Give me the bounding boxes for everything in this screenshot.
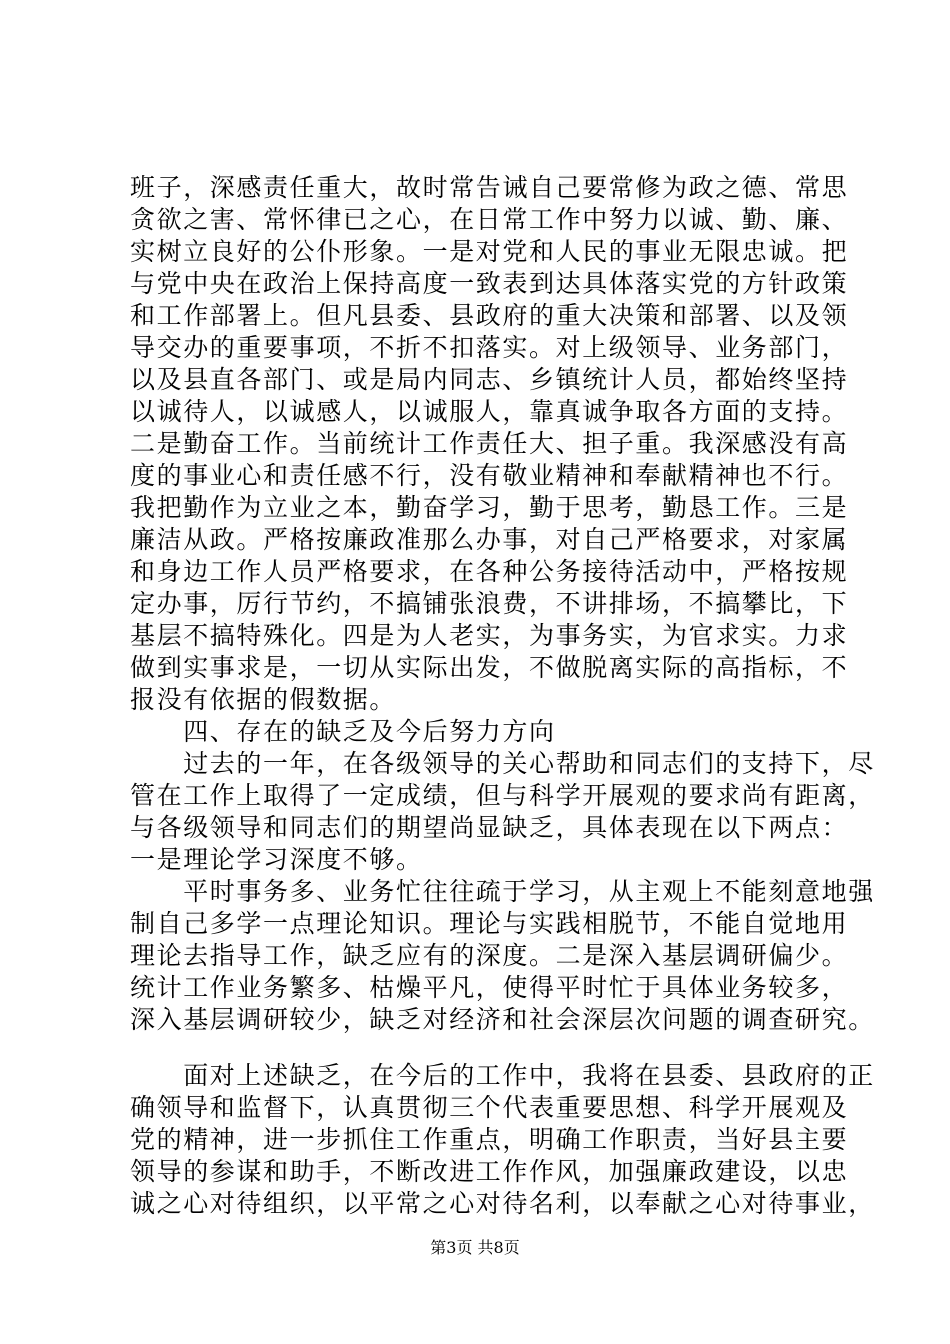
body-text-line: 定办事，厉行节约，不搞铺张浪费，不讲排场，不搞攀比，下 xyxy=(130,589,849,618)
body-text-line: 过去的一年，在各级领导的关心帮助和同志们的支持下，尽 xyxy=(130,749,875,778)
body-text-line: 一是理论学习深度不够。 xyxy=(130,845,423,874)
body-text-line: 廉洁从政。严格按廉政准那么办事，对自己严格要求，对家属 xyxy=(130,525,849,554)
body-text-line: 班子，深感责任重大，故时常告诫自己要常修为政之德、常思 xyxy=(130,173,849,202)
body-text-line: 做到实事求是，一切从实际出发，不做脱离实际的高指标，不 xyxy=(130,653,849,682)
body-text-line: 基层不搞特殊化。四是为人老实，为事务实，为官求实。力求 xyxy=(130,621,849,650)
body-text-line: 以诚待人，以诚感人，以诚服人，靠真诚争取各方面的支持。 xyxy=(130,397,849,426)
body-text-line: 领导的参谋和助手，不断改进工作作风，加强廉政建设，以忠 xyxy=(130,1157,849,1186)
body-text-line: 诚之心对待组织，以平常之心对待名利，以奉献之心对待事业， xyxy=(130,1189,875,1218)
body-text-line: 统计工作业务繁多、枯燥平凡，使得平时忙于具体业务较多， xyxy=(130,973,849,1002)
body-text-line: 理论去指导工作，缺乏应有的深度。二是深入基层调研偏少。 xyxy=(130,941,849,970)
body-text-line: 和工作部署上。但凡县委、县政府的重大决策和部署、以及领 xyxy=(130,301,849,330)
body-text-line: 平时事务多、业务忙往往疏于学习，从主观上不能刻意地强 xyxy=(130,877,875,906)
body-text-line: 管在工作上取得了一定成绩，但与科学开展观的要求尚有距离， xyxy=(130,781,875,810)
section-heading: 四、存在的缺乏及今后努力方向 xyxy=(130,717,556,746)
body-text-line: 确领导和监督下，认真贯彻三个代表重要思想、科学开展观及 xyxy=(130,1093,849,1122)
body-text-line: 与党中央在政治上保持高度一致表到达具体落实党的方针政策 xyxy=(130,269,849,298)
page-number-footer: 第3页 共8页 xyxy=(430,1238,520,1257)
body-text-line: 面对上述缺乏，在今后的工作中，我将在县委、县政府的正 xyxy=(130,1061,875,1090)
body-text-line: 深入基层调研较少，缺乏对经济和社会深层次问题的调查研究。 xyxy=(130,1005,875,1034)
body-text-line: 实树立良好的公仆形象。一是对党和人民的事业无限忠诚。把 xyxy=(130,237,849,266)
body-text-line: 以及县直各部门、或是局内同志、乡镇统计人员，都始终坚持 xyxy=(130,365,849,394)
body-text-line: 二是勤奋工作。当前统计工作责任大、担子重。我深感没有高 xyxy=(130,429,849,458)
body-text-line: 贪欲之害、常怀律已之心，在日常工作中努力以诚、勤、廉、 xyxy=(130,205,849,234)
body-text-line: 和身边工作人员严格要求，在各种公务接待活动中，严格按规 xyxy=(130,557,849,586)
body-text-line: 党的精神，进一步抓住工作重点，明确工作职责，当好县主要 xyxy=(130,1125,849,1154)
body-text-line: 导交办的重要事项，不折不扣落实。对上级领导、业务部门， xyxy=(130,333,849,362)
body-text-line: 我把勤作为立业之本，勤奋学习，勤于思考，勤恳工作。三是 xyxy=(130,493,849,522)
body-text-line: 度的事业心和责任感不行，没有敬业精神和奉献精神也不行。 xyxy=(130,461,849,490)
body-text-line: 与各级领导和同志们的期望尚显缺乏，具体表现在以下两点： xyxy=(130,813,849,842)
body-text-line: 报没有依据的假数据。 xyxy=(130,685,397,714)
body-text-line: 制自己多学一点理论知识。理论与实践相脱节，不能自觉地用 xyxy=(130,909,849,938)
